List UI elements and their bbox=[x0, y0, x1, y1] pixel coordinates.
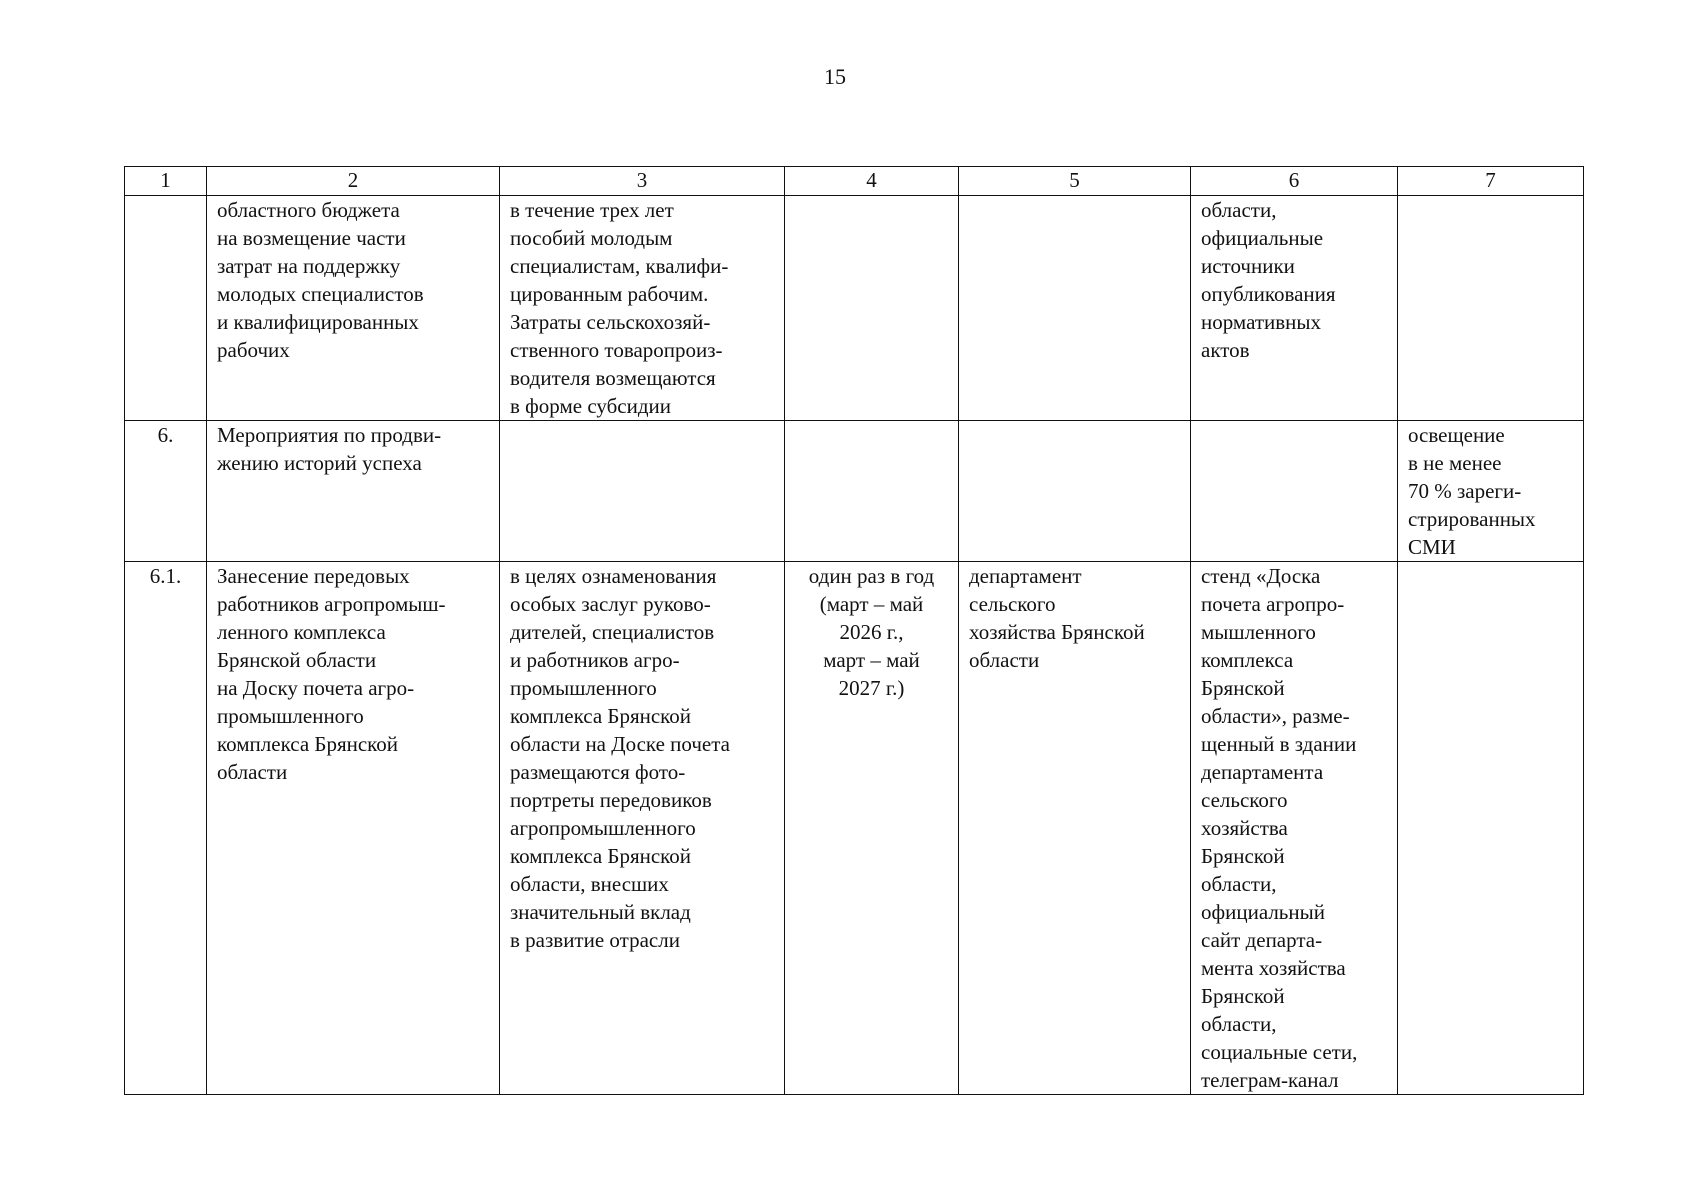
measure-name-cell: областного бюджета на возмещение части затрат на поддержку молодых специалистов и квалифицированных рабочих bbox=[207, 196, 500, 421]
column-header-2: 2 bbox=[207, 167, 500, 196]
row-number-cell bbox=[125, 196, 207, 421]
description-cell: в целях ознаменования особых заслуг руково- дителей, специалистов и работников агро- промышленного комплекса Брянской области на Доске почета размещаются фото- портреты передовиков агропромышленного комплекса Брянской области, внесших значительный вклад в развитие отрасли bbox=[500, 562, 785, 1095]
responsible-cell bbox=[959, 421, 1191, 562]
description-cell: в течение трех лет пособий молодым специалистам, квалифи- цированным рабочим. Затраты сельскохозяй- ственного товаропроиз- водителя возмещаются в форме субсидии bbox=[500, 196, 785, 421]
indicator-cell bbox=[1398, 562, 1584, 1095]
measure-name-cell: Занесение передовых работников агропромыш- ленного комплекса Брянской области на Доску почета агро- промышленного комплекса Брянской области bbox=[207, 562, 500, 1095]
channel-cell bbox=[1191, 421, 1398, 562]
column-header-7: 7 bbox=[1398, 167, 1584, 196]
row-number-cell: 6. bbox=[125, 421, 207, 562]
column-header-4: 4 bbox=[785, 167, 959, 196]
responsible-cell: департамент сельского хозяйства Брянской области bbox=[959, 562, 1191, 1095]
responsible-cell bbox=[959, 196, 1191, 421]
indicator-cell: освещение в не менее 70 % зареги- стрированных СМИ bbox=[1398, 421, 1584, 562]
page-number: 15 bbox=[824, 64, 846, 89]
table-row bbox=[125, 196, 1584, 421]
column-header-6: 6 bbox=[1191, 167, 1398, 196]
column-header-1: 1 bbox=[125, 167, 207, 196]
period-cell bbox=[785, 196, 959, 421]
channel-cell: стенд «Доска почета агропро- мышленного комплекса Брянской области», разме- щенный в здании департамента сельского хозяйства Брянской области, официальный сайт департа- мента хозяйства Брянской области, социальные сети, телеграм-канал bbox=[1191, 562, 1398, 1095]
table-row bbox=[125, 562, 1584, 1095]
measures-table bbox=[124, 166, 1584, 1095]
table-header-row bbox=[125, 167, 1584, 196]
column-header-5: 5 bbox=[959, 167, 1191, 196]
period-cell bbox=[785, 421, 959, 562]
row-number-cell: 6.1. bbox=[125, 562, 207, 1095]
measure-name-cell: Мероприятия по продви- жению историй успеха bbox=[207, 421, 500, 562]
table-row bbox=[125, 421, 1584, 562]
period-cell: один раз в год (март – май 2026 г., март – май 2027 г.) bbox=[785, 562, 959, 1095]
column-header-3: 3 bbox=[500, 167, 785, 196]
channel-cell: области, официальные источники опубликования нормативных актов bbox=[1191, 196, 1398, 421]
description-cell bbox=[500, 421, 785, 562]
indicator-cell bbox=[1398, 196, 1584, 421]
